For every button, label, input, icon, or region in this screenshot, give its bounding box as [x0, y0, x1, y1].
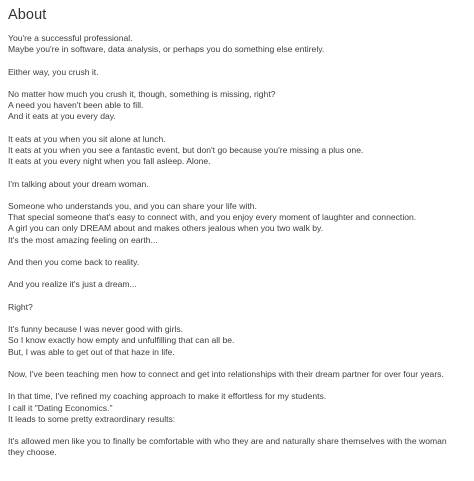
text-line: And you realize it's just a dream... — [8, 279, 137, 290]
text-line: Right? — [8, 301, 33, 312]
text-line: In that time, I've refined my coaching approach to make it effortless for my students. — [8, 391, 327, 402]
paragraph — [8, 391, 466, 425]
text-line: Either way, you crush it. — [8, 66, 99, 77]
text-line: It eats at you every night when you fall asleep. Alone. — [8, 156, 211, 167]
paragraph — [8, 279, 466, 290]
text-line: And then you come back to reality. — [8, 256, 140, 267]
text-line: It's allowed men like you to finally be comfortable with who they are and naturally share themselves with the woman — [8, 436, 447, 447]
paragraph — [8, 369, 466, 380]
text-line: I call it "Dating Economics." — [8, 402, 113, 413]
text-line: they choose. — [8, 447, 57, 458]
text-line: But, I was able to get out of that haze in life. — [8, 346, 175, 357]
paragraph — [8, 179, 466, 190]
text-line: So I know exactly how empty and unfulfilling that can all be. — [8, 335, 235, 346]
text-line: That special someone that's easy to connect with, and you enjoy every moment of laughter and connection. — [8, 212, 417, 223]
text-line: It's funny because I was never good with girls. — [8, 324, 184, 335]
paragraph — [8, 436, 466, 458]
text-line: And it eats at you every day. — [8, 111, 116, 122]
text-line: I'm talking about your dream woman. — [8, 178, 149, 189]
paragraph — [8, 89, 466, 123]
paragraph — [8, 134, 466, 168]
text-line: No matter how much you crush it, though, something is missing, right? — [8, 88, 276, 99]
text-line: Someone who understands you, and you can share your life with. — [8, 200, 257, 211]
text-line: You're a successful professional. — [8, 33, 133, 43]
text-line: Now, I've been teaching men how to connect and get into relationships with their dream partner for over four years. — [8, 368, 444, 379]
paragraph — [8, 257, 466, 268]
text-line: It leads to some pretty extraordinary results: — [8, 413, 176, 424]
paragraph — [8, 302, 466, 313]
paragraph — [8, 67, 466, 78]
paragraph — [8, 33, 466, 55]
about-body-text — [8, 33, 466, 459]
text-line: It eats at you when you see a fantastic event, but don't go because you're missing a plus one. — [8, 144, 364, 155]
text-line: A girl you can only DREAM about and makes others jealous when you two walk by. — [8, 223, 324, 234]
paragraph — [8, 201, 466, 246]
text-line: A need you haven't been able to fill. — [8, 100, 144, 111]
text-line: Maybe you're in software, data analysis, or perhaps you do something else entirely. — [8, 44, 325, 55]
paragraph — [8, 324, 466, 358]
about-heading: About — [8, 7, 47, 23]
text-line: It's the most amazing feeling on earth... — [8, 234, 158, 245]
text-line: It eats at you when you sit alone at lunch. — [8, 133, 166, 144]
